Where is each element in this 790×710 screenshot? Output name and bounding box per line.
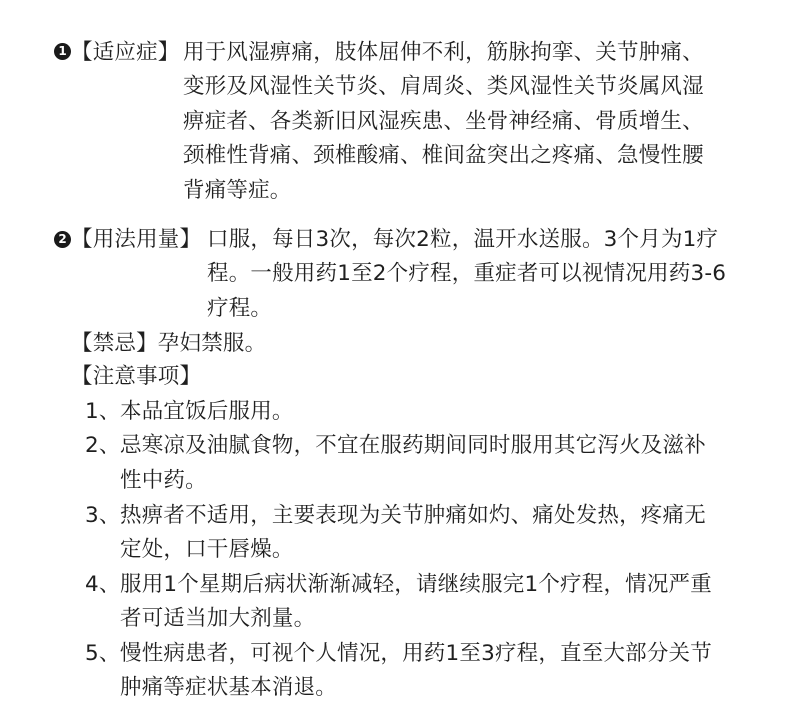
dosage-line: 口服，每日3次，每次2粒，温开水送服。3个月为1疗 bbox=[207, 226, 719, 252]
dosage-label: 【用法用量】 bbox=[71, 226, 202, 252]
note-number: 4、 bbox=[85, 571, 121, 597]
note-number: 1、 bbox=[85, 398, 121, 424]
indications-label: 【适应症】 bbox=[71, 39, 180, 65]
dosage-line: 疗程。 bbox=[207, 296, 273, 322]
contraindication-text: 【禁忌】孕妇禁服。 bbox=[71, 330, 267, 356]
indications-line: 背痛等症。 bbox=[183, 177, 292, 203]
note-line: 热痹者不适用，主要表现为关节肿痛如灼、痛处发热，疼痛无 bbox=[120, 502, 706, 528]
note-number: 5、 bbox=[85, 640, 121, 666]
note-line: 本品宜饭后服用。 bbox=[120, 398, 294, 424]
indications-line: 用于风湿痹痛，肢体屈伸不利，筋脉拘挛、关节肿痛、 bbox=[183, 39, 704, 65]
note-line: 性中药。 bbox=[120, 467, 207, 493]
note-line: 肿痛等症状基本消退。 bbox=[120, 675, 338, 701]
number-badge-1: 1 bbox=[54, 43, 71, 60]
indications-line: 颈椎性背痛、颈椎酸痛、椎间盆突出之疼痛、急慢性腰 bbox=[183, 143, 704, 169]
notes-heading: 【注意事项】 bbox=[71, 364, 202, 390]
indications-line: 痹症者、各类新旧风湿疾患、坐骨神经痛、骨质增生、 bbox=[183, 108, 704, 134]
note-line: 忌寒凉及油腻食物，不宜在服药期间同时服用其它泻火及滋补 bbox=[120, 433, 706, 459]
note-line: 者可适当加大剂量。 bbox=[120, 606, 316, 632]
note-line: 慢性病患者，可视个人情况，用药1至3疗程，直至大部分关节 bbox=[120, 640, 712, 666]
note-line: 服用1个星期后病状渐渐减轻，请继续服完1个疗程，情况严重 bbox=[120, 571, 712, 597]
note-number: 3、 bbox=[85, 502, 121, 528]
indications-line: 变形及风湿性关节炎、肩周炎、类风湿性关节炎属风湿 bbox=[183, 74, 704, 100]
note-line: 定处，口干唇燥。 bbox=[120, 537, 294, 563]
number-badge-2: 2 bbox=[54, 231, 71, 248]
note-number: 2、 bbox=[85, 433, 121, 459]
dosage-line: 程。一般用药1至2个疗程，重症者可以视情况用药3-6 bbox=[207, 261, 727, 287]
